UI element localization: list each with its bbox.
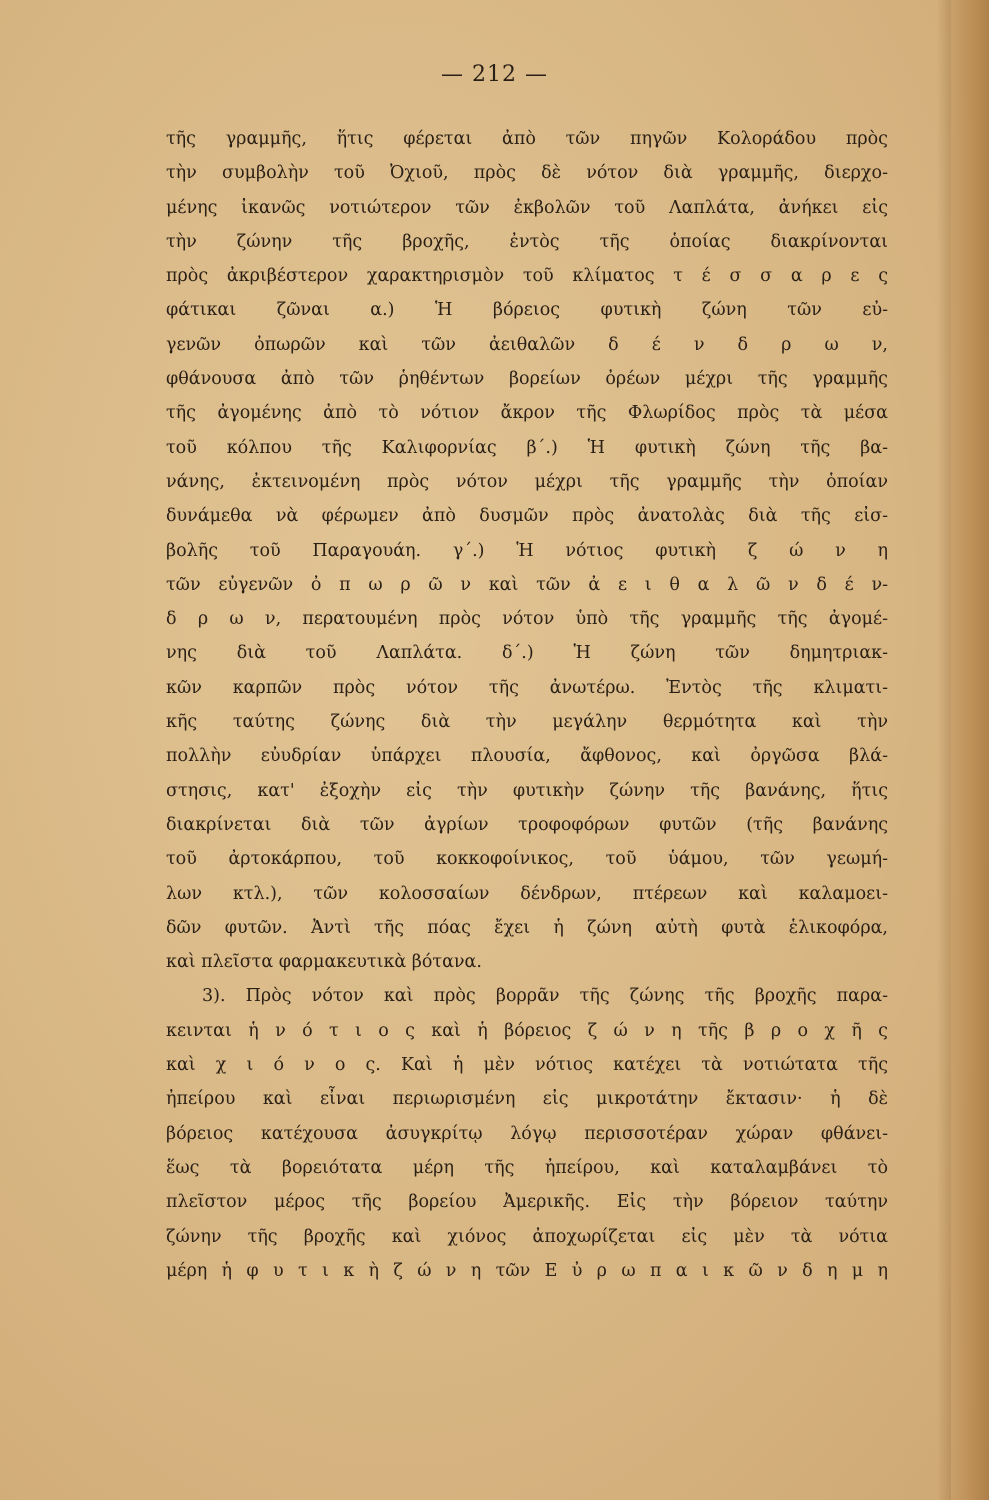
text-line: πολλὴν εὐυδρίαν ὑπάρχει πλουσία, ἄφθονος, καὶ ὀργῶσα βλά- <box>166 746 888 767</box>
page-gutter-shadow <box>937 0 951 1500</box>
text-line: ἠπείρου καὶ εἶναι περιωρισμένη εἰς μικροτάτην ἔκτασιν· ἡ δὲ <box>166 1089 888 1110</box>
text-line: κῆς ταύτης ζώνης διὰ τὴν μεγάλην θερμότητα καὶ τὴν <box>166 712 888 733</box>
text-line: λων κτλ.), τῶν κολοσσαίων δένδρων, πτέρεων καὶ καλαμοει- <box>166 883 888 904</box>
page-edge <box>951 0 989 1500</box>
page-number: — 212 — <box>441 62 548 87</box>
text-line: τῆς ἀγομένης ἀπὸ τὸ νότιον ἄκρον τῆς Φλωρίδος πρὸς τὰ μέσα <box>166 403 888 424</box>
text-line: τῆς γραμμῆς, ἥτις φέρεται ἀπὸ τῶν πηγῶν Κολοράδου πρὸς <box>166 129 888 149</box>
text-line: κῶν καρπῶν πρὸς νότον τῆς ἀνωτέρω. Ἐντὸς τῆς κλιματι- <box>166 677 888 698</box>
text-line: κεινται ἡ ν ό τ ι ο ς καὶ ἡ βόρειος ζ ώ ν η τῆς β ρ ο χ ῆ ς <box>166 1020 888 1041</box>
text-line: τοῦ κόλπου τῆς Καλιφορνίας β΄.) Ἡ φυτικὴ ζώνη τῆς βα- <box>166 437 888 458</box>
text-line: πλεῖστον μέρος τῆς βορείου Ἀμερικῆς. Εἰς τὴν βόρειον ταύτην <box>166 1192 888 1213</box>
text-line: διακρίνεται διὰ τῶν ἀγρίων τροφοφόρων φυτῶν (τῆς βανάνης <box>166 814 888 835</box>
text-line: στησις, κατ' ἐξοχὴν εἰς τὴν φυτικὴν ζώνην τῆς βανάνης, ἥτις <box>166 780 888 801</box>
text-line: δ ρ ω ν, περατουμένη πρὸς νότον ὑπὸ τῆς γραμμῆς τῆς ἀγομέ- <box>166 609 888 630</box>
text-line: τῶν εὐγενῶν ὀ π ω ρ ῶ ν καὶ τῶν ἀ ε ι θ α λ ῶ ν δ έ ν- <box>166 574 888 595</box>
text-line: μέρη ἡ φ υ τ ι κ ὴ ζ ώ ν η τῶν Ε ὐ ρ ω π α ι κ ῶ ν δ η μ η <box>166 1260 888 1281</box>
text-line: βόρειος κατέχουσα ἀσυγκρίτῳ λόγῳ περισσοτέραν χώραν φθάνει- <box>166 1123 888 1144</box>
body-text <box>166 122 888 1288</box>
text-line: νάνης, ἐκτεινομένη πρὸς νότον μέχρι τῆς γραμμῆς τὴν ὁποίαν <box>166 471 888 492</box>
text-line: δῶν φυτῶν. Ἀντὶ τῆς πόας ἔχει ἡ ζώνη αὐτὴ φυτὰ ἑλικοφόρα, <box>166 917 888 938</box>
text-line: τὴν ζώνην τῆς βροχῆς, ἐντὸς τῆς ὁποίας διακρίνονται <box>166 231 888 252</box>
text-line: βολῆς τοῦ Παραγουάη. γ΄.) Ἡ νότιος φυτικὴ ζ ώ ν η <box>166 540 888 561</box>
text-line: τοῦ ἀρτοκάρπου, τοῦ κοκκοφοίνικος, τοῦ ὑάμου, τῶν γεωμή- <box>166 849 888 870</box>
text-line: μένης ἰκανῶς νοτιώτερον τῶν ἐκβολῶν τοῦ Λαπλάτα, ἀνήκει εἰς <box>166 197 888 218</box>
text-line: δυνάμεθα νὰ φέρωμεν ἀπὸ δυσμῶν πρὸς ἀνατολὰς διὰ τῆς εἰσ- <box>166 506 888 527</box>
text-line: νης διὰ τοῦ Λαπλάτα. δ΄.) Ἡ ζώνη τῶν δημητριακ- <box>166 643 888 664</box>
text-line: ἕως τὰ βορειότατα μέρη τῆς ἠπείρου, καὶ καταλαμβάνει τὸ <box>166 1157 888 1178</box>
text-line: φάτικαι ζῶναι α.) Ἡ βόρειος φυτικὴ ζώνη τῶν εὐ- <box>166 300 888 321</box>
paragraph-end-line: καὶ πλεῖστα φαρμακευτικὰ βότανα. <box>166 952 482 973</box>
text-line: πρὸς ἀκριβέστερον χαρακτηρισμὸν τοῦ κλίματος τ έ σ σ α ρ ε ς <box>166 266 888 287</box>
text-line: φθάνουσα ἀπὸ τῶν ῥηθέντων βορείων ὀρέων μέχρι τῆς γραμμῆς <box>166 369 888 390</box>
text-line: τὴν συμβολὴν τοῦ Ὀχιοῦ, πρὸς δὲ νότον διὰ γραμμῆς, διερχο- <box>166 163 888 184</box>
paragraph-start-line: 3). Πρὸς νότον καὶ πρὸς βορρᾶν τῆς ζώνης τῆς βροχῆς παρα- <box>202 986 888 1007</box>
text-line: γενῶν ὀπωρῶν καὶ τῶν ἀειθαλῶν δ έ ν δ ρ ω ν, <box>166 334 888 355</box>
text-line: καὶ χ ι ό ν ο ς. Καὶ ἡ μὲν νότιος κατέχει τὰ νοτιώτατα τῆς <box>166 1055 888 1076</box>
text-line: ζώνην τῆς βροχῆς καὶ χιόνος ἀποχωρίζεται εἰς μὲν τὰ νότια <box>166 1226 888 1247</box>
